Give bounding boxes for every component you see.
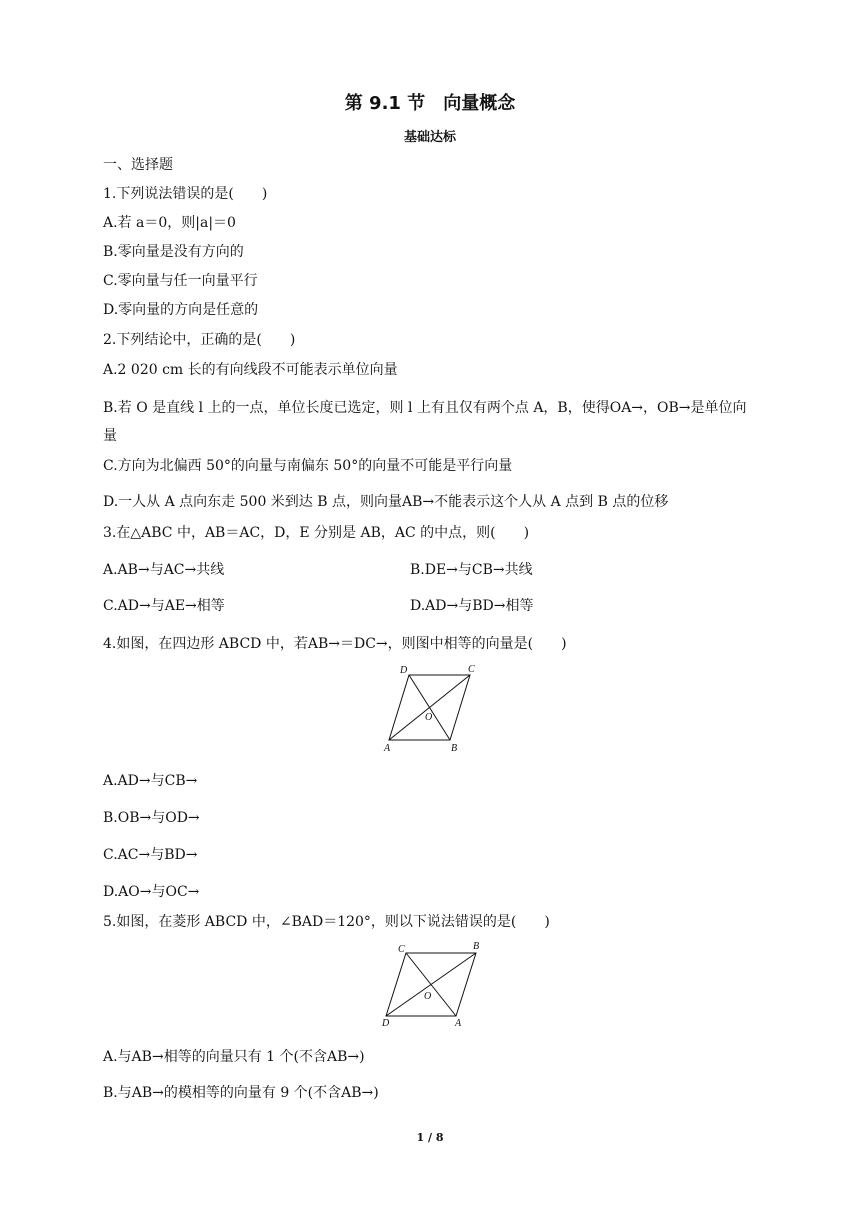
q2-option-b-cont: 量: [103, 428, 117, 444]
q4-diagonal-ca: [389, 675, 470, 740]
q2-option-c: C.方向为北偏西 50°的向量与南偏东 50°的向量不可能是平行向量: [103, 458, 513, 474]
q2-option-b: B.若 O 是直线 l 上的一点，单位长度已选定，则 l 上有且仅有两个点 A，B，使得OA→，OB→是单位向: [103, 400, 747, 416]
q5-stem: 5.如图，在菱形 ABCD 中，∠BAD＝120°，则以下说法错误的是( ): [103, 914, 550, 930]
q4-option-b: B.OB→与OD→: [103, 810, 200, 826]
q5-option-b: B.与AB→的模相等的向量有 9 个(不含AB→): [103, 1085, 379, 1101]
q1-stem: 1.下列说法错误的是( ): [103, 186, 268, 202]
q4-option-a: A.AD→与CB→: [103, 773, 198, 789]
q1-option-d: D.零向量的方向是任意的: [103, 302, 259, 318]
q4-label-c: C: [468, 664, 475, 675]
q3-stem: 3.在△ABC 中，AB＝AC，D，E 分别是 AB，AC 的中点，则( ): [103, 525, 530, 541]
page-number: 1 / 8: [416, 1131, 444, 1144]
q1-option-c: C.零向量与任一向量平行: [103, 273, 258, 289]
q4-label-o: O: [425, 712, 433, 723]
q5-rhombus-figure: [378, 938, 488, 1030]
q5-diagonal-bd: [386, 953, 476, 1016]
q2-stem: 2.下列结论中，正确的是( ): [103, 332, 296, 348]
q1-option-a: A.若 a＝0，则|a|＝0: [103, 215, 236, 231]
q4-stem: 4.如图，在四边形 ABCD 中，若AB→＝DC→，则图中相等的向量是( ): [103, 636, 567, 652]
q5-label-c: C: [398, 944, 405, 955]
q5-label-d: D: [382, 1018, 390, 1029]
q5-label-a: A: [455, 1018, 462, 1029]
q3-option-c: C.AD→与AE→相等: [103, 598, 225, 614]
q5-option-a: A.与AB→相等的向量只有 1 个(不含AB→): [103, 1049, 365, 1065]
q5-label-o: O: [424, 991, 432, 1002]
q1-option-b: B.零向量是没有方向的: [103, 244, 244, 260]
q4-option-c: C.AC→与BD→: [103, 847, 198, 863]
q3-option-d: D.AD→与BD→相等: [410, 598, 534, 614]
q4-label-a: A: [384, 743, 391, 754]
section-heading: 一、选择题: [103, 157, 173, 173]
q2-option-d: D.一人从 A 点向东走 500 米到达 B 点，则向量AB→不能表示这个人从 A 点到 B 点的位移: [103, 494, 669, 510]
page-title: 第 9.1 节 向量概念: [344, 93, 516, 114]
q5-label-b: B: [473, 941, 480, 952]
q4-option-d: D.AO→与OC→: [103, 884, 200, 900]
q3-option-a: A.AB→与AC→共线: [103, 562, 225, 578]
q2-option-a: A.2 020 cm 长的有向线段不可能表示单位向量: [103, 362, 398, 378]
page-subtitle: 基础达标: [403, 130, 456, 145]
q3-option-b: B.DE→与CB→共线: [410, 562, 533, 578]
q4-label-d: D: [400, 665, 408, 676]
q4-parallelogram-figure: [378, 660, 478, 755]
q4-label-b: B: [451, 743, 458, 754]
